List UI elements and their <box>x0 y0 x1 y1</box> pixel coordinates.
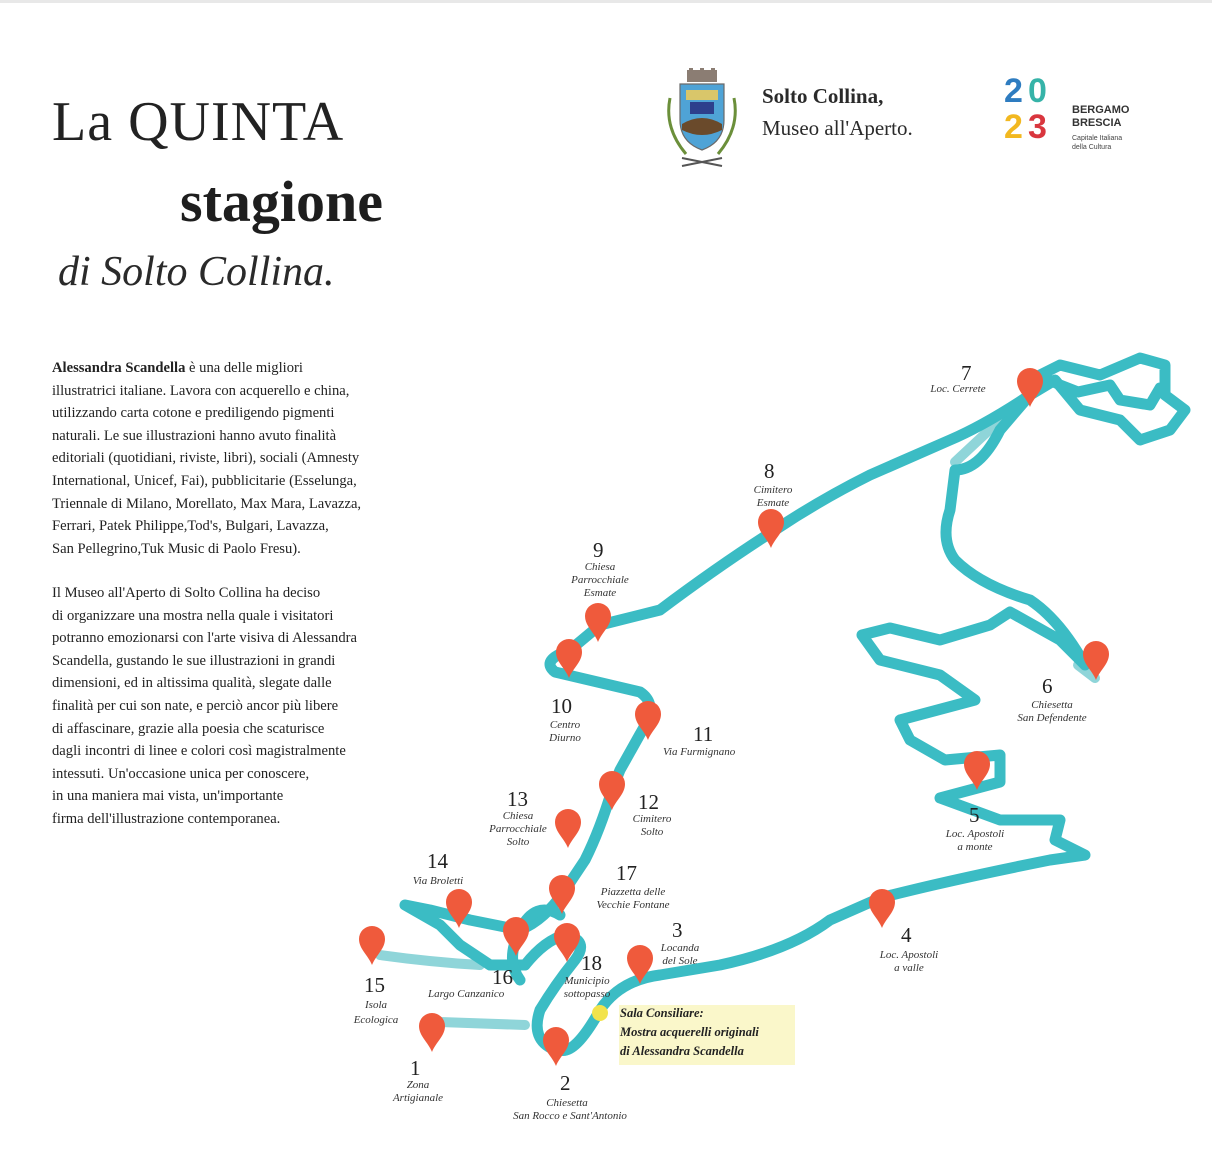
stop-number: 16 <box>492 965 513 989</box>
logo-tagline-1: Capitale Italiana <box>1072 135 1123 142</box>
exhibition-label-2: Mostra acquerelli originali <box>620 1025 759 1039</box>
map-pin-icon[interactable] <box>503 917 529 956</box>
stop-number: 18 <box>581 951 602 975</box>
stop-label: Via Broletti <box>412 875 464 887</box>
title-line-2: stagione <box>180 169 383 234</box>
stop-label: a monte <box>957 841 993 853</box>
stop-label: Chiesa <box>502 810 534 822</box>
stop-label: Loc. Apostoli <box>879 949 939 961</box>
logo-digit: 2 <box>1004 108 1023 146</box>
stop-label: Solto <box>506 836 530 848</box>
map-pin-icon[interactable] <box>543 1027 569 1066</box>
description-paragraph-2: Il Museo all'Aperto di Solto Collina ha deciso di organizzare una mostra nella quale i visitatori potranno emozionarsi con l'arte visiva di Alessandra Scandella, gustando le sue illustrazioni in grandi dimensioni, ed in altissima qualità, slegate dalle finalità per cui son nate, e perciò ancor più libere di affascinare, grazie alla poesia che scaturisce dagli incontri di linee e colori così magistralmente intessuti. Un'occasione unica per conoscere, in una maniera mai vista, un'importante firma dell'illustrazione contemporanea. <box>52 585 357 827</box>
stop-label: Largo Canzanico <box>428 988 505 1000</box>
exhibition-label-3: di Alessandra Scandella <box>620 1044 744 1058</box>
stop-label: Cimitero <box>753 484 793 496</box>
stop-label: Loc. Cerrete <box>930 383 986 395</box>
stop-number: 6 <box>1042 674 1053 698</box>
description-paragraph-1: Alessandra Scandella è una delle migliori illustratrici italiane. Lavora con acquerello e china, utilizzando carta cotone e prediligendo pigmenti naturali. Le sue illustrazioni hanno avuto finalità editoriali (quotidiani, riviste, libri), sociali (Amnesty International, Unicef, Fai), pubblicitarie (Esselunga, Triennale di Milano, Morellato, Max Mara, Lavazza, Ferrari, Patek Philippe,Tod's, Bulgari, Lavazza, San Pellegrino,Tuk Music di Paolo Fresu). <box>52 360 362 557</box>
artist-name: Alessandra Scandella <box>52 360 186 376</box>
stop-label: Solto <box>640 826 664 838</box>
title-line-3: di Solto Collina. <box>58 249 335 295</box>
stop-label: Esmate <box>583 587 617 599</box>
stop-label: Loc. Apostoli <box>945 828 1005 840</box>
stop-label: Artigianale <box>392 1092 444 1104</box>
stop-number: 5 <box>969 803 980 827</box>
stop-label: Centro <box>549 719 581 731</box>
stop-number: 4 <box>901 923 912 947</box>
stop-label: Vecchie Fontane <box>596 899 670 911</box>
stop-number: 8 <box>764 459 775 483</box>
stop-label: Diurno <box>549 732 581 744</box>
logo-digit: 3 <box>1028 108 1047 146</box>
stop-label: Piazzetta delle <box>600 886 666 898</box>
map-pin-icon[interactable] <box>555 809 581 848</box>
stop-number: 7 <box>961 361 972 385</box>
stop-label: San Defendente <box>1017 712 1087 724</box>
stop-number: 2 <box>560 1071 571 1095</box>
stop-number: 17 <box>616 861 637 885</box>
stop-label: Chiesetta <box>546 1097 588 1109</box>
stop-label: Isola <box>365 999 387 1011</box>
stop-number: 3 <box>672 918 683 942</box>
route-connector <box>380 955 480 965</box>
stop-number: 15 <box>364 973 385 997</box>
logo-digit: 2 <box>1004 72 1023 110</box>
stop-label: Parrocchiale <box>489 823 547 835</box>
stop-number: 10 <box>551 694 572 718</box>
stop-label: del Sole <box>662 955 698 967</box>
exhibition-label-1: Sala Consiliare: <box>620 1006 704 1020</box>
stop-label: San Rocco e Sant'Antonio <box>513 1110 627 1122</box>
stop-number: 11 <box>693 722 714 746</box>
stop-number: 13 <box>507 787 528 811</box>
stop-label: Via Furmignano <box>663 746 736 758</box>
map-pin-icon[interactable] <box>869 889 895 928</box>
logo-digit: 0 <box>1028 72 1047 110</box>
stop-label: Parrocchiale <box>571 574 629 586</box>
stop-label: Chiesa <box>584 561 616 573</box>
logo-city-1: BERGAMO <box>1072 104 1130 116</box>
stop-label: Chiesetta <box>1031 699 1073 711</box>
stop-label: Locanda <box>660 942 700 954</box>
stop-label: Esmate <box>756 497 790 509</box>
stop-label: Cimitero <box>632 813 672 825</box>
route-connector <box>440 1022 525 1025</box>
logo-tagline-2: della Cultura <box>1072 144 1112 151</box>
title-line-1: La QUINTA <box>52 91 345 153</box>
stop-number: 14 <box>427 849 448 873</box>
stop-number: 12 <box>638 790 659 814</box>
exhibition-marker <box>592 1005 608 1021</box>
stop-number: 9 <box>593 538 604 562</box>
brand-name: Solto Collina, <box>762 84 884 108</box>
map-pin-icon[interactable] <box>419 1013 445 1052</box>
stop-label: Municipio <box>564 975 610 987</box>
stop-number: 1 <box>410 1056 421 1080</box>
stop-label: a valle <box>894 962 924 974</box>
brand-subtitle: Museo all'Aperto. <box>762 116 913 140</box>
logo-city-2: BRESCIA <box>1072 117 1122 129</box>
stop-label: Zona <box>406 1079 430 1091</box>
stop-label: Ecologica <box>353 1014 399 1026</box>
stop-label: sottopasso <box>563 988 611 1000</box>
